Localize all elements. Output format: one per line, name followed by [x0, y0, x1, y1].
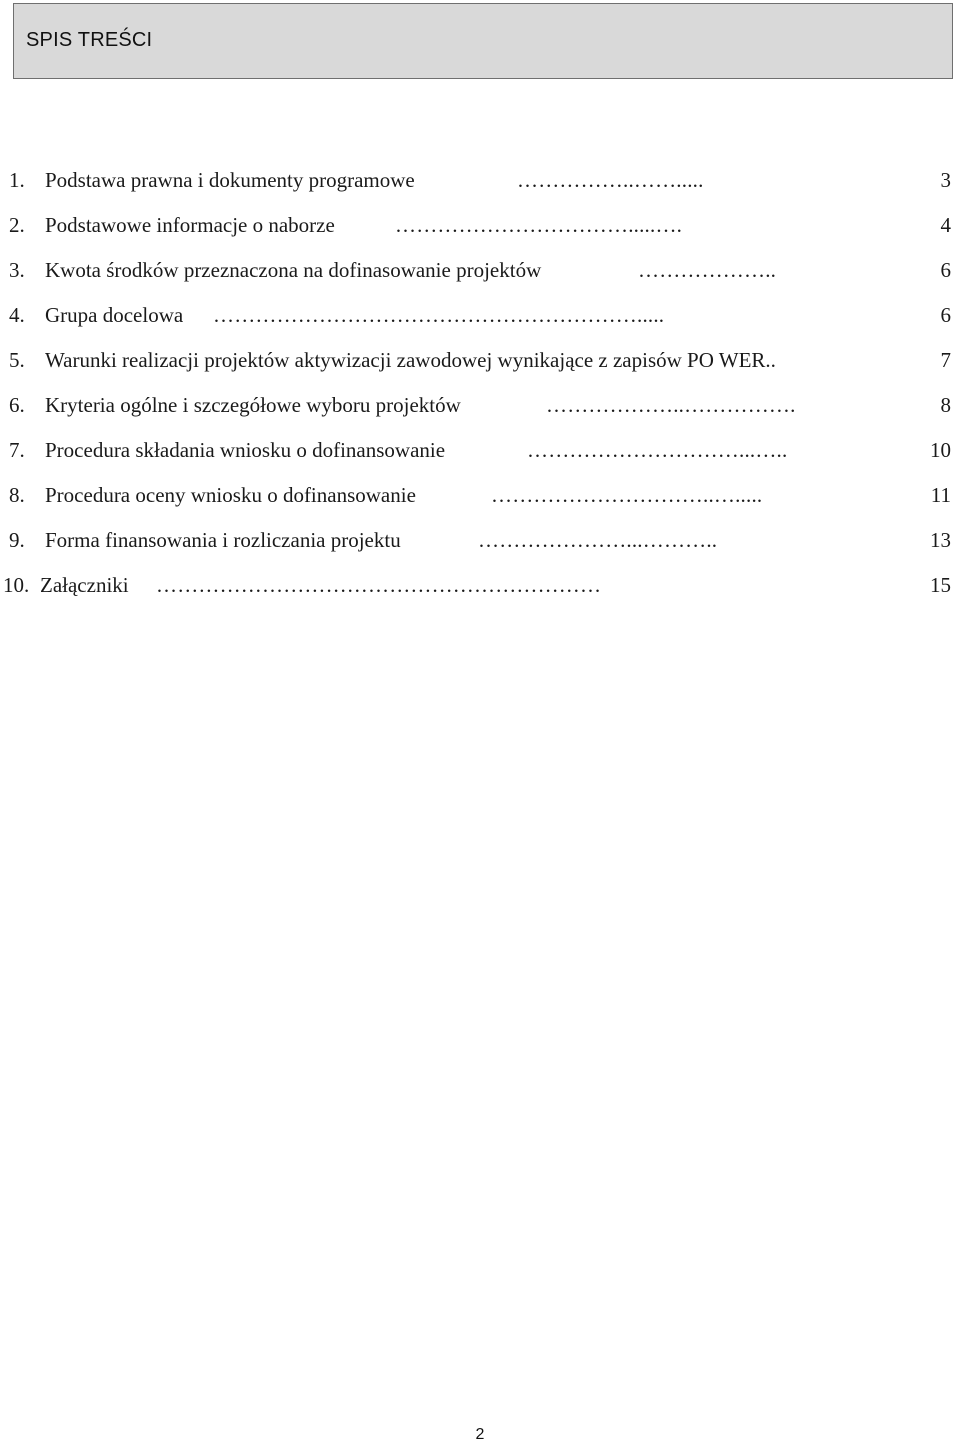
toc-entry-title: Warunki realizacji projektów aktywizacji zawodowej wynikające z zapisów PO WER.. [45, 348, 776, 372]
toc-entry[interactable] [0, 434, 960, 466]
toc-entry[interactable] [0, 254, 960, 286]
toc-entry-page: 6 [940, 303, 951, 327]
toc-heading: SPIS TREŚCI [26, 29, 153, 51]
toc-entry[interactable] [0, 299, 960, 331]
toc-entry-leader: ……………….. [638, 258, 777, 282]
toc-entry-leader: ……………………………………………………… [156, 573, 602, 597]
toc-entry-number: 10. [3, 573, 30, 597]
toc-entry[interactable] [0, 524, 960, 556]
toc-entry[interactable] [0, 389, 960, 421]
toc-header-box [13, 3, 953, 79]
toc-entry-page: 15 [930, 573, 951, 597]
toc-entry-page: 8 [940, 393, 951, 417]
toc-entry-title: Forma finansowania i rozliczania projektu [45, 528, 401, 552]
toc-entry-number: 5. [9, 348, 25, 372]
toc-entry-number: 9. [9, 528, 25, 552]
toc-entry-title: Podstawa prawna i dokumenty programowe [45, 168, 415, 192]
toc-entry-title: Procedura składania wniosku o dofinansowanie [45, 438, 446, 462]
toc-entry-page: 7 [940, 348, 951, 372]
toc-entry-leader: …………………………...….. [527, 438, 788, 462]
toc-entry[interactable] [0, 164, 960, 196]
toc-entry[interactable] [0, 209, 960, 241]
page-number: 2 [475, 1426, 485, 1443]
toc-entry-leader: …………………………..…..... [491, 483, 763, 507]
toc-entry-leader: ……………..……..... [517, 168, 704, 192]
toc-entry-page: 11 [930, 483, 951, 507]
table-of-contents [0, 164, 960, 601]
toc-entry-leader: …………………………….....…. [395, 213, 683, 237]
toc-entry-number: 4. [9, 303, 25, 327]
toc-entry-page: 4 [940, 213, 951, 237]
toc-entry-number: 7. [9, 438, 25, 462]
toc-entry-leader: ………………..……………. [546, 393, 796, 417]
toc-entry-page: 13 [930, 528, 951, 552]
toc-entry-title: Kwota środków przeznaczona na dofinasowanie projektów [45, 258, 542, 282]
toc-entry-number: 1. [9, 168, 25, 192]
toc-entry-title: Grupa docelowa [45, 303, 184, 327]
toc-entry-leader: …………………...……….. [478, 528, 718, 552]
toc-entry-title: Procedura oceny wniosku o dofinansowanie [45, 483, 416, 507]
toc-entry[interactable] [0, 569, 960, 601]
toc-entry-page: 3 [940, 168, 951, 192]
toc-entry-title: Podstawowe informacje o naborze [45, 213, 335, 237]
toc-entry[interactable] [0, 344, 960, 376]
toc-entry-page: 6 [940, 258, 951, 282]
toc-entry-number: 6. [9, 393, 25, 417]
toc-entry-number: 8. [9, 483, 25, 507]
toc-entry-title: Załączniki [40, 573, 129, 597]
toc-entry-leader: ……………………………………………………..... [213, 303, 665, 327]
toc-entry-number: 3. [9, 258, 25, 282]
toc-entry-page: 10 [930, 438, 951, 462]
toc-entry[interactable] [0, 479, 960, 511]
toc-entry-number: 2. [9, 213, 25, 237]
toc-entry-title: Kryteria ogólne i szczegółowe wyboru projektów [45, 393, 461, 417]
